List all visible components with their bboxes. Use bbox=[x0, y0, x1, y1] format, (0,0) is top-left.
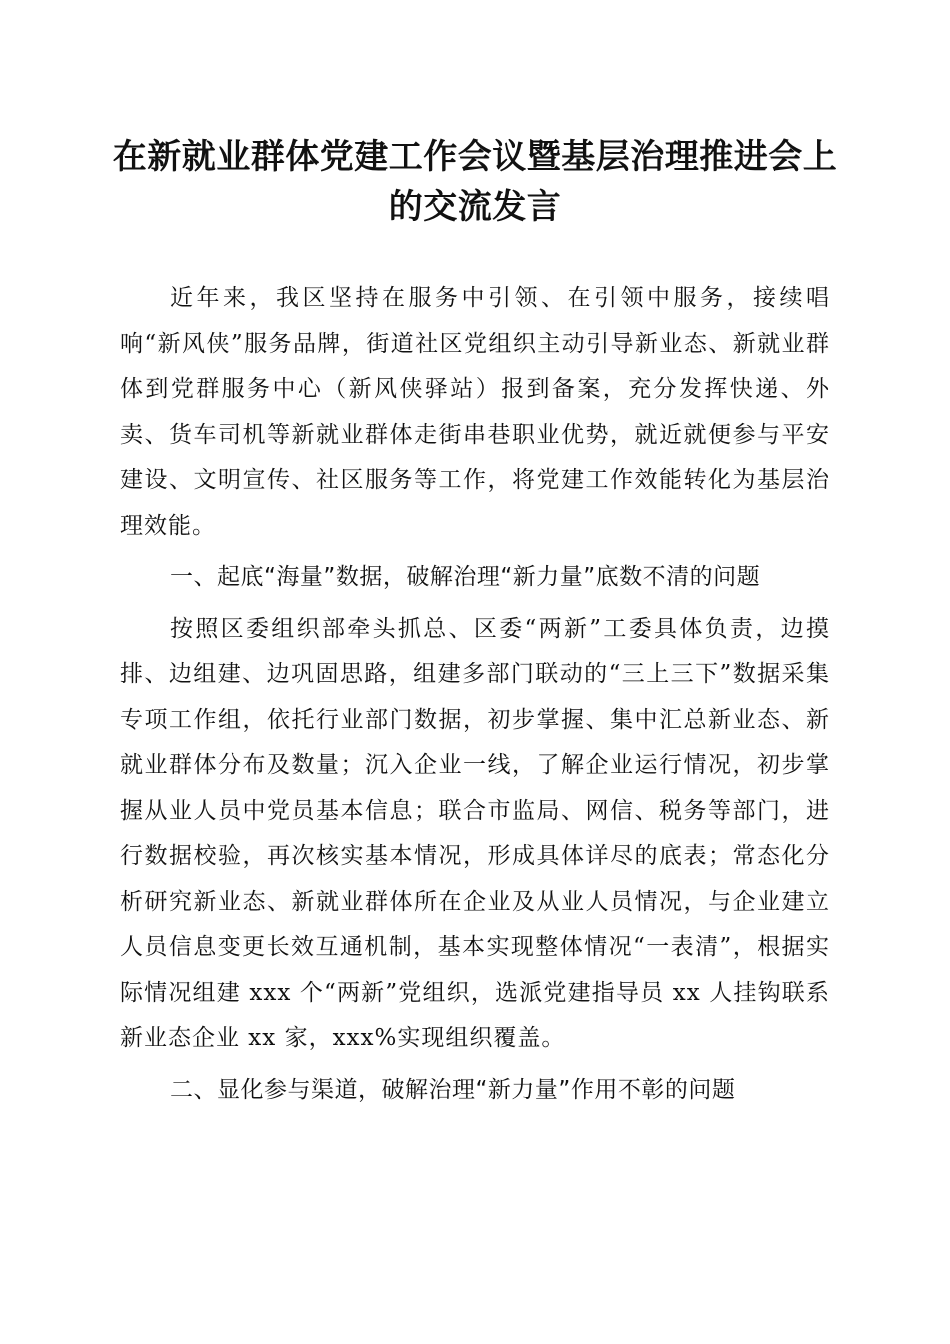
section-2-heading: 二、显化参与渠道，破解治理“新力量”作用不彰的问题 bbox=[170, 1076, 736, 1103]
section-1-heading: 一、起底“海量”数据，破解治理“新力量”底数不清的问题 bbox=[170, 564, 761, 590]
document-title: 在新就业群体党建工作会议暨基层治理推进会上的交流发言 bbox=[112, 137, 838, 227]
document-body bbox=[120, 276, 830, 1113]
intro-paragraph: 近年来，我区坚持在服务中引领、在引领中服务，接续唱响“新风侠”服务品牌，街道社区党组织主动引导新业态、新就业群体到党群服务中心（新风侠驿站）报到备案，充分发挥快递、外卖、货车司机等新就业群体走街串巷职业优势，就近就便参与平安建设、文明宣传、社区服务等工作，将党建工作效能转化为基层治理效能。 bbox=[120, 285, 830, 539]
section-1-paragraph: 按照区委组织部牵头抓总、区委“两新”工委具体负责，边摸排、边组建、边巩固思路，组建多部门联动的“三上三下”数据采集专项工作组，依托行业部门数据，初步掌握、集中汇总新业态、新就业群体分布及数量；沉入企业一线，了解企业运行情况，初步掌握从业人员中党员基本信息；联合市监局、网信、税务等部门，进行数据校验，再次核实基本情况，形成具体详尽的底表；常态化分析研究新业态、新就业群体所在企业及从业人员情况，与企业建立人员信息变更长效互通机制，基本实现整体情况“一表清”，根据实际情况组建 xxx 个“两新”党组织，选派党建指导员 xx 人挂钩联系新业态企业 xx 家，xxx%实现组织覆盖。 bbox=[120, 615, 830, 1051]
